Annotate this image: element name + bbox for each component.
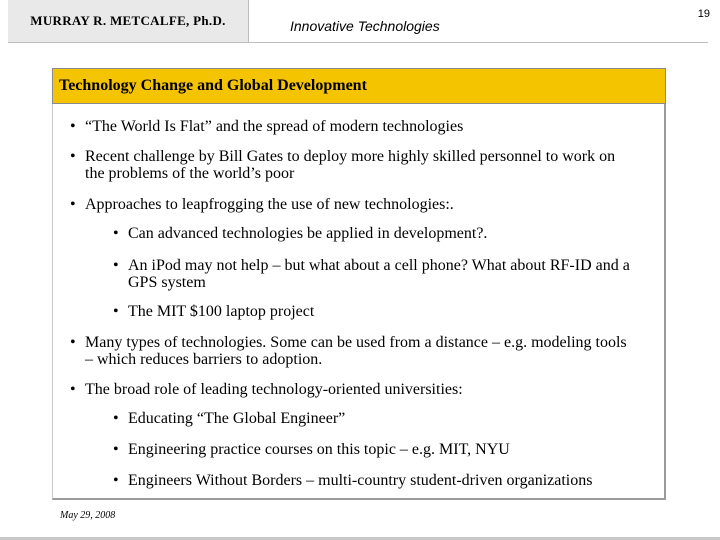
header-subtitle: Innovative Technologies: [290, 18, 440, 34]
page-number: 19: [697, 8, 710, 20]
bullet-item: [70, 118, 630, 135]
bullet-marker: •: [70, 196, 76, 213]
bullet-marker: •: [70, 148, 76, 165]
sub-bullet-item: [113, 257, 658, 291]
bullet-marker: •: [113, 257, 119, 274]
header-divider: [8, 42, 708, 43]
sub-bullet-item: [113, 410, 658, 427]
bullet-item: [70, 148, 630, 182]
bullet-text: Engineering practice courses on this topic – e.g. MIT, NYU: [128, 441, 510, 458]
bullet-text: Many types of technologies. Some can be used from a distance – e.g. modeling tools – which reduces barriers to adoption.: [85, 334, 627, 368]
bullet-marker: •: [70, 334, 76, 351]
bullet-text: The broad role of leading technology-oriented universities:: [85, 381, 463, 398]
bullet-marker: •: [113, 303, 119, 320]
slide-title: Technology Change and Global Development: [52, 68, 666, 104]
bullet-text: Engineers Without Borders – multi-country student-driven organizations: [128, 472, 593, 489]
bullet-marker: •: [113, 472, 119, 489]
bullet-item: [70, 334, 630, 368]
footer-date: May 29, 2008: [60, 510, 116, 521]
bullet-text: An iPod may not help – but what about a cell phone? What about RF-ID and a GPS system: [128, 257, 630, 291]
sub-bullet-item: [113, 225, 658, 242]
bullet-text: Educating “The Global Engineer”: [128, 410, 346, 427]
sub-bullet-item: [113, 303, 658, 320]
bullet-text: “The World Is Flat” and the spread of modern technologies: [85, 118, 464, 135]
bullet-marker: •: [113, 441, 119, 458]
bullet-text: The MIT $100 laptop project: [128, 303, 315, 320]
bullet-marker: •: [113, 225, 119, 242]
bullet-marker: •: [70, 118, 76, 135]
bullet-item: [70, 381, 630, 398]
bullet-text: Approaches to leapfrogging the use of new technologies:.: [85, 196, 454, 213]
bullet-marker: •: [70, 381, 76, 398]
bullet-text: Can advanced technologies be applied in development?.: [128, 225, 488, 242]
bullet-marker: •: [113, 410, 119, 427]
sub-bullet-item: [113, 472, 658, 489]
bullet-text: Recent challenge by Bill Gates to deploy more highly skilled personnel to work on the problems of the world’s poor: [85, 148, 616, 182]
bullet-item: [70, 196, 630, 213]
author-name: MURRAY R. METCALFE, Ph.D.: [8, 0, 249, 43]
sub-bullet-item: [113, 441, 658, 458]
